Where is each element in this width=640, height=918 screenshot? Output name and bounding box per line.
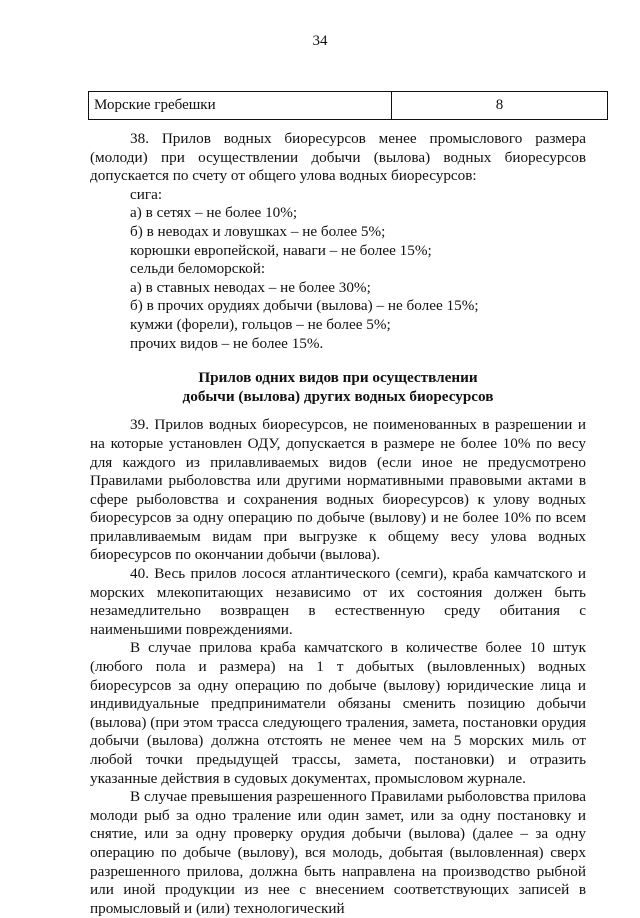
catch-table bbox=[88, 91, 608, 120]
list-item: б) в неводах и ловушках – не более 5%; bbox=[130, 222, 386, 240]
section-heading-line-2: добычи (вылова) других водных биоресурсов bbox=[182, 387, 494, 405]
list-item: сига: bbox=[130, 185, 163, 203]
list-item: корюшки европейской, наваги – не более 15%; bbox=[130, 241, 432, 259]
list-item: кумжи (форели), гольцов – не более 5%; bbox=[130, 315, 391, 333]
section-heading-line-1: Прилов одних видов при осуществлении bbox=[198, 369, 478, 387]
table-cell-value: 8 bbox=[392, 92, 608, 120]
table-cell-species: Морские гребешки bbox=[89, 92, 392, 120]
list-item: прочих видов – не более 15%. bbox=[130, 334, 324, 352]
paragraph-38: 38. Прилов водных биоресурсов менее промыслового размера (молоди) при осуществлении добычи (вылова) водных биоресурсов допускается по счету от общего улова водных биоресурсов: bbox=[90, 130, 586, 185]
page-number: 34 bbox=[312, 33, 328, 49]
paragraph-40: 40. Весь прилов лосося атлантического (семги), краба камчатского и морских млекопитающих независимо от их состояния должен быть незамедлительно возвращен в естественную среду обитания с наименьшими повреждениями. bbox=[90, 565, 586, 638]
table-row bbox=[89, 92, 608, 120]
list-item: а) в ставных неводах – не более 30%; bbox=[130, 278, 371, 296]
list-item: сельди беломорской: bbox=[130, 260, 266, 278]
list-item: б) в прочих орудиях добычи (вылова) – не более 15%; bbox=[130, 297, 479, 315]
paragraph-39: 39. Прилов водных биоресурсов, не поименованных в разрешении и на которые установлен ОДУ, допускается в размере не более 10% по весу для каждого из прилавливаемых видов (если иное не предусмотрено Правилами рыболовства или другими нормативными правовыми актами в сфере рыболовства и сохранения водных биоресурсов) к улову водных биоресурсов за одну операцию по добыче (вылову) и не более 10% по всем прилавливаемым видам при выгрузке к общему весу улова водных биоресурсов по окончании добычи (вылова). bbox=[90, 416, 586, 564]
paragraph-40-juvenile: В случае превышения разрешенного Правилами рыболовства прилова молоди рыб за одно траление или один замет, или за одну постановку и снятие, или за одну проверку орудия добычи (вылова) (далее – за одну операцию по добыче (вылову), вся молодь, добытая (выловленная) сверх разрешенного прилова, должна быть направлена на производство рыбной или иной продукции из нее с внесением соответствующих записей в промысловый и (или) технологический bbox=[90, 788, 586, 917]
section-heading bbox=[90, 369, 586, 406]
list-item: а) в сетях – не более 10%; bbox=[130, 204, 298, 222]
paragraph-40-crab: В случае прилова краба камчатского в количестве более 10 штук (любого пола и размера) на 1 т добытых (выловленных) водных биоресурсов за одну операцию по добыче (вылову) юридические лица и индивидуальные предприниматели обязаны сменить позицию добычи (вылова) (при этом трасса следующего траления, замета, постановки орудия добычи (вылова) должна отстоять не менее чем на 5 морских миль от любой точки предыдущей трассы, замета, постановки) и отразить указанные действия в судовых документах, промысловом журнале. bbox=[90, 639, 586, 787]
document-body bbox=[90, 130, 586, 918]
